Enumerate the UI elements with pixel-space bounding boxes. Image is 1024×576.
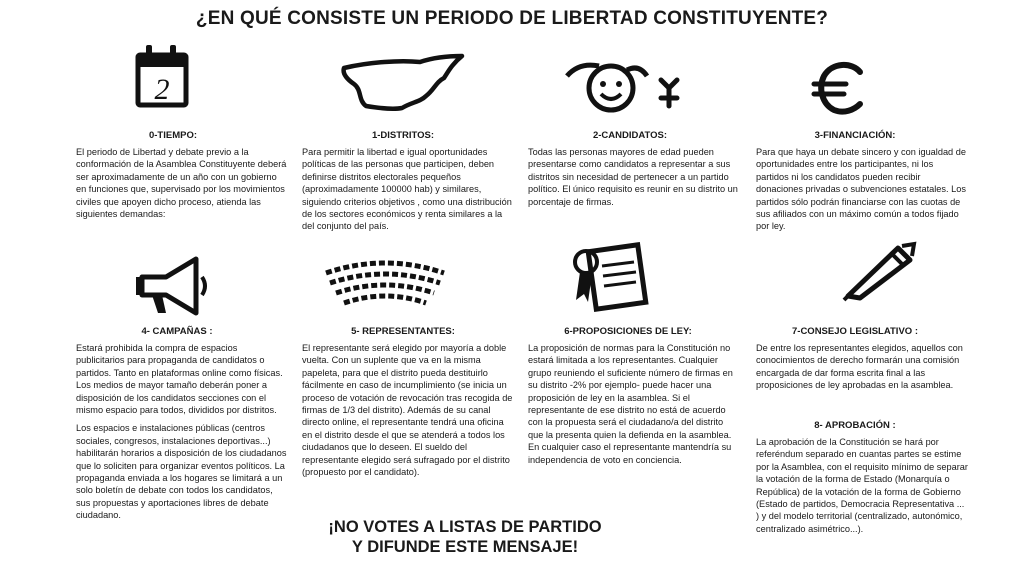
section-heading-proposiciones: 6-PROPOSICIONES DE LEY: xyxy=(564,326,692,337)
section-paragraph: Para permitir la libertad e igual oportunidades políticas de las personas que participen, deben definirse distritos electorales pequeños (aproximadamente 100000 hab) y similares, siguiendo criterios objetivos , como una distribución de los sectores económicos y renta similares a la del conjunto del país. xyxy=(302,147,512,232)
calendar-icon xyxy=(132,43,192,111)
section-paragraph: El periodo de Libertad y debate previo a la conformación de la Asamblea Constituyente deberá ser aproximadamente de un año con un gobierno en funciones que, supervisado por los movimientos civiles que apoyen dicho proceso, atienda las siguientes demandas: xyxy=(76,147,287,220)
section-body-distritos xyxy=(302,146,514,239)
cta-line-2: Y DIFUNDE ESTE MENSAJE! xyxy=(351,538,579,556)
section-paragraph: Todas las personas mayores de edad pueden presentarse como candidatos a representar a sus distritos sin necesidad de pertenecer a un partido político. El único requisito es reunir en su distrito un porcentaje de firmas. xyxy=(528,147,738,207)
smiling-face-icon xyxy=(565,58,690,118)
section-heading-aprobacion: 8- APROBACIÓN : xyxy=(814,420,896,431)
section-heading-tiempo: 0-TIEMPO: xyxy=(148,130,198,141)
parliament-icon xyxy=(320,255,450,311)
section-body-financiacion xyxy=(756,146,968,239)
section-heading-candidatos: 2-CANDIDATOS: xyxy=(592,130,668,141)
section-body-representantes xyxy=(302,342,514,484)
section-paragraph: Estará prohibida la compra de espacios publicitarios para propaganda de candidatos o partidos. Tanto en plataformas online como físicas. Los medios de mayor tamaño deberán poner a disposición de los candidatos secciones con el mismo espacio para todos, divididos por distritos. xyxy=(76,343,283,416)
section-heading-representantes: 5- REPRESENTANTES: xyxy=(351,326,455,337)
section-body-consejo xyxy=(756,342,968,398)
euro-icon xyxy=(810,58,870,118)
section-body-tiempo xyxy=(76,146,288,226)
spain-map-icon xyxy=(340,50,470,112)
page-title: ¿EN QUÉ CONSISTE UN PERIODO DE LIBERTAD CONSTITUYENTE? xyxy=(195,8,829,29)
section-heading-financiacion: 3-FINANCIACIÓN: xyxy=(814,130,896,141)
pen-icon xyxy=(840,240,920,302)
section-heading-consejo: 7-CONSEJO LEGISLATIVO : xyxy=(792,326,918,337)
section-body-campanas xyxy=(76,342,288,528)
section-paragraph: El representante será elegido por mayoría a doble vuelta. Con un suplente que va en la misma papeleta, para que el distrito pueda destituirlo fácilmente en caso de incumplimiento (se inicia un proceso de votación de revocación tras recogida de firmas de 1/3 del distrito). Además de su canal directo online, el representante tendrá una oficina en el distrito desde el que se atenderá a todos los ciudadanos que lo deseen. El sueldo del representante elegido será sufragado por el distrito (propuesto por el candidato). xyxy=(302,343,513,478)
section-heading-campanas: 4- CAMPAÑAS : xyxy=(141,326,213,337)
calendar-number: 2 xyxy=(154,73,170,106)
section-paragraph: Los espacios e instalaciones públicas (centros sociales, congresos, instalaciones deportivas...) habilitarán horarios a disposición de los ciudadanos que lo soliciten para organizar eventos políticos. La propaganda enviada a los hogares se limitará a un solo boletín de debate con todos los candidatos, sus propuestas y aportaciones libres de debate ciudadano. xyxy=(76,423,287,521)
section-body-proposiciones xyxy=(528,342,740,472)
section-body-aprobacion xyxy=(756,436,968,541)
megaphone-icon xyxy=(132,255,212,317)
call-to-action xyxy=(300,517,630,557)
section-paragraph: La proposición de normas para la Constitución no estará limitada a los representantes. Cualquier grupo reuniendo el suficiente número de firmas en su distrito -2% por ejemplo- puede hacer una proposición de ley en la asamblea. Si el representante de ese distrito no está de acuerdo con la propuesta será el ciudadano/a del distrito que la presenta quien la defienda en la asamblea. En cualquier caso el representante mantendría su independencia de voto en conciencia. xyxy=(528,343,733,465)
section-heading-distritos: 1-DISTRITOS: xyxy=(371,130,435,141)
section-paragraph: La aprobación de la Constitución se hará por referéndum separado en cuantas partes se estime por la Asamblea, con el requisito mínimo de separar la votación de la forma de Estado (Monarquía o República) de la votación de la forma de Gobierno (Estado de partidos, Democracia Representativa ... ) y del modelo territorial (centralizado, autonómico, centralizado asimétrico...). xyxy=(756,437,968,534)
section-body-candidatos xyxy=(528,146,740,214)
certificate-icon xyxy=(570,240,650,316)
section-paragraph: De entre los representantes elegidos, aquellos con conocimientos de derecho formarán una comisión encargada de dar forma escrita final a las proposiciones de ley aprobadas en la asamblea. xyxy=(756,343,963,391)
section-paragraph: Para que haya un debate sincero y con igualdad de oportunidades entre los participantes, ni los partidos ni los candidatos pueden recibir donaciones privadas o subvenciones estatales. Los partidos sólo podrán financiarse con las cuotas de sus afiliados con un máximo común a todos fijado por ley. xyxy=(756,147,966,232)
cta-line-1: ¡NO VOTES A LISTAS DE PARTIDO xyxy=(328,518,602,536)
